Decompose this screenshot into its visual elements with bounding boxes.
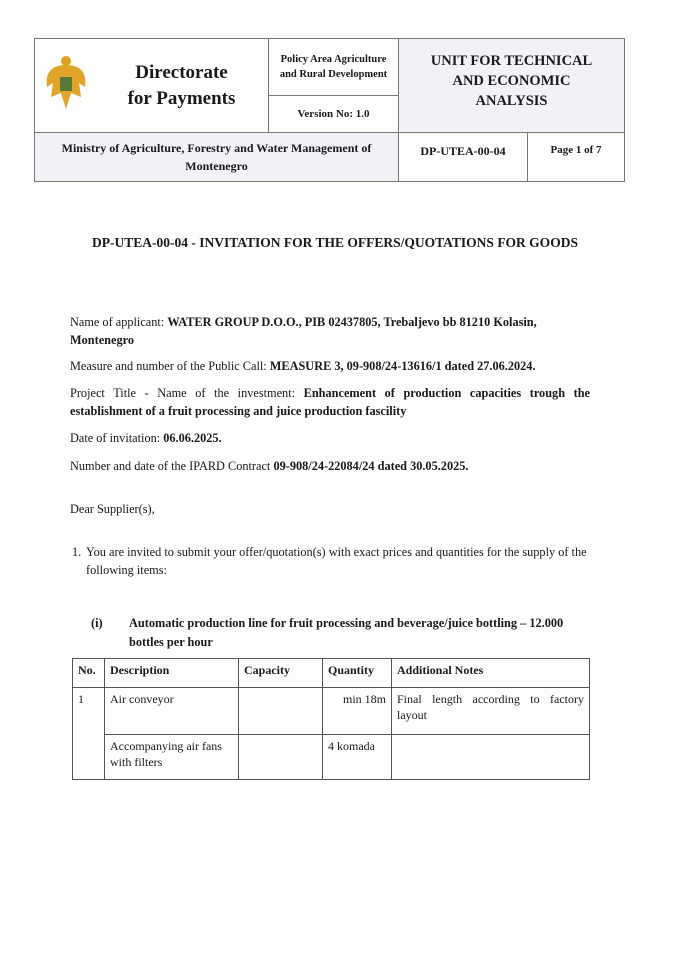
page-indicator: Page 1 of 7 (527, 132, 625, 182)
measure-field (70, 357, 590, 375)
section-marker: (i) (91, 616, 103, 630)
column-header: Quantity (323, 659, 392, 688)
policy-area: Policy Area Agriculture and Rural Development (268, 38, 399, 96)
list-number: 1. (72, 545, 82, 559)
column-header: Description (105, 659, 239, 688)
project-field (70, 384, 590, 420)
row-description: Air conveyor (105, 688, 239, 735)
list-text: You are invited to submit your offer/quotation(s) with exact prices and quantities for the supply of the following items: (86, 545, 587, 577)
table-header-row (73, 659, 590, 688)
applicant-label: Name of applicant: (70, 315, 168, 329)
section-heading (91, 614, 591, 652)
section-title: Automatic production line for fruit processing and beverage/juice bottling – 12.000 bottles per hour (129, 616, 564, 649)
items-table (72, 658, 590, 780)
document-code: DP-UTEA-00-04 (398, 132, 528, 182)
table-row (73, 688, 590, 735)
date-value: 06.06.2025. (163, 431, 222, 445)
row-quantity: 4 komada (323, 735, 392, 780)
applicant-field (70, 313, 590, 349)
contract-label: Number and date of the IPARD Contract (70, 459, 274, 473)
table-row (73, 735, 590, 780)
unit-name: UNIT FOR TECHNICAL AND ECONOMIC ANALYSIS (398, 38, 625, 133)
row-capacity (239, 735, 323, 780)
contract-value: 09-908/24-22084/24 dated 30.05.2025. (273, 459, 469, 473)
column-header: Capacity (239, 659, 323, 688)
row-description: Accompanying air fans with filters (105, 735, 239, 780)
row-notes (392, 735, 590, 780)
row-notes: Final length according to factory layout (392, 688, 590, 735)
measure-value: MEASURE 3, 09-908/24-13616/1 dated 27.06.2024. (269, 359, 536, 373)
contract-field (70, 457, 590, 475)
org-title: Directorate for Payments (127, 61, 236, 109)
project-value: Enhancement of production capacities trough the establishment of a fruit processing and juice production fascility (70, 386, 591, 418)
row-quantity: min 18m (323, 688, 392, 735)
montenegro-coat-of-arms-icon (41, 53, 91, 113)
row-capacity (239, 688, 323, 735)
version-number: Version No: 1.0 (268, 95, 399, 133)
date-label: Date of invitation: (70, 431, 164, 445)
list-item-1 (70, 543, 590, 579)
ministry-name: Ministry of Agriculture, Forestry and Water Management of Montenegro (34, 132, 399, 182)
salutation: Dear Supplier(s), (70, 502, 155, 516)
row-number: 1 (73, 688, 105, 780)
document-title: DP-UTEA-00-04 - INVITATION FOR THE OFFERS/QUOTATIONS FOR GOODS (92, 235, 578, 250)
org-cell (34, 38, 269, 133)
column-header: No. (73, 659, 105, 688)
project-label: Project Title - Name of the investment: (70, 386, 304, 400)
applicant-value: WATER GROUP D.O.O., PIB 02437805, Trebaljevo bb 81210 Kolasin, Montenegro (70, 315, 537, 347)
date-field (70, 429, 590, 447)
measure-label: Measure and number of the Public Call: (70, 359, 270, 373)
column-header: Additional Notes (392, 659, 590, 688)
